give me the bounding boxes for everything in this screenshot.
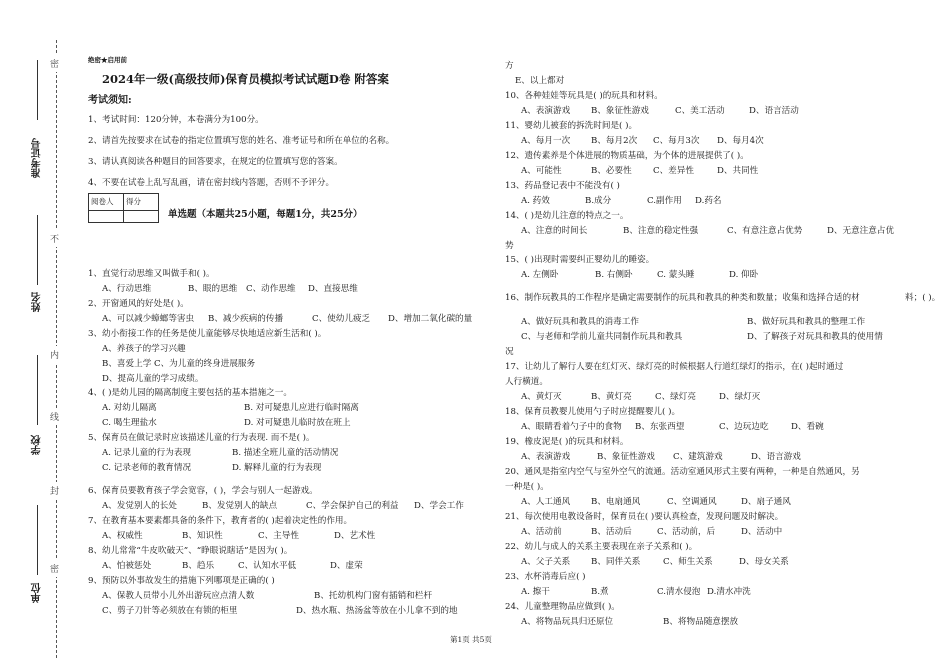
exam-number-field[interactable] [37, 60, 38, 120]
answer-option[interactable]: D. 仰卧 [729, 270, 759, 280]
answer-option[interactable]: D、无意注意占优 [827, 226, 895, 236]
question-text: 9、预防以外事故发生的措施下列哪项是正确的( ) [88, 576, 275, 586]
question-text: 10、各种娃娃等玩具是( )的玩具和材料。 [505, 91, 663, 101]
answer-option[interactable]: A、表演游戏 [521, 106, 571, 116]
question-text: 4、( )是幼儿园的隔离制度主要包括的基本措施之一。 [88, 388, 292, 398]
section-title: 单选题（本题共25小题，每题1分，共25分） [168, 209, 363, 220]
answer-option[interactable]: B、托幼机构门窗有插销和栏杆 [314, 591, 433, 601]
answer-option[interactable]: C. 蒙头睡 [657, 270, 695, 280]
name-label: 姓名 [32, 292, 43, 312]
answer-option[interactable]: A、养孩子的学习兴趣 [102, 344, 186, 354]
seal-mark: 密 [50, 55, 59, 72]
answer-option[interactable]: E、以上都对 [515, 76, 565, 86]
answer-option[interactable]: D、语言游戏 [751, 452, 801, 462]
seal-mark: 密 [50, 560, 59, 577]
unit-field[interactable] [37, 505, 38, 575]
question-text: 7、在教育基本要素都具备的条件下，教育者的( )起着决定性的作用。 [88, 516, 353, 526]
question-text: 19、橡皮泥是( )的玩具和材料。 [505, 437, 629, 447]
answer-option[interactable]: 一种是( )。 [505, 482, 549, 492]
answer-option[interactable]: D、艺术性 [334, 531, 376, 541]
answer-option[interactable]: A、人工通风 [521, 497, 571, 507]
answer-option[interactable]: 料；( )。 [905, 293, 941, 303]
answer-option[interactable]: A. 记录儿童的行为表现 [102, 448, 192, 458]
answer-option[interactable]: B. 描述全班儿童的活动情况 [232, 448, 339, 458]
question-text: 20、通风是指室内空气与室外空气的流通。活动室通风形式主要有两种，一种是自然通风，另 [505, 467, 860, 477]
answer-option[interactable]: C. 喝生理盐水 [102, 418, 157, 428]
question-text: 17、让幼儿了解行人要在红灯灭、绿灯亮的时候根据人行道红绿灯的指示，在( )起时通过 [505, 362, 844, 372]
answer-option[interactable]: C、建筑游戏 [673, 452, 723, 462]
answer-option[interactable]: A、怕被惩处 [102, 561, 152, 571]
answer-option[interactable]: A、活动前 [521, 527, 562, 537]
answer-option[interactable]: B、象征性游戏 [591, 106, 649, 116]
notice-line: 4、不要在试卷上乱写乱画，请在密封线内答题，否则不予评分。 [88, 178, 335, 188]
answer-option[interactable]: A、父子关系 [521, 557, 571, 567]
answer-option[interactable]: A、可以减少蟑螂等害虫 [102, 314, 195, 324]
answer-option[interactable]: B、眼的思维 [188, 284, 238, 294]
answer-option[interactable]: C、空调通风 [667, 497, 717, 507]
answer-option[interactable]: B、电扇通风 [591, 497, 641, 507]
question-text: 11、婴幼儿被套的拆洗时间是( )。 [505, 121, 638, 131]
question-text: 8、幼儿常常“牛皮吹破天”、“睁眼说瞎话”是因为( )。 [88, 546, 293, 556]
answer-option[interactable]: B、黄灯亮 [591, 392, 632, 402]
answer-option[interactable]: C、主导性 [258, 531, 299, 541]
question-text: 5、保育员在做记录时应该描述儿童的行为表现. 而不是( )。 [88, 433, 315, 443]
answer-option[interactable]: D、增加二氧化碳的量 [388, 314, 473, 324]
answer-option[interactable]: D、虚荣 [330, 561, 363, 571]
answer-option[interactable]: C、差异性 [653, 166, 694, 176]
question-text: 15、( )出现时需要纠正婴幼儿的睡姿。 [505, 255, 655, 265]
answer-option[interactable]: B、同伴关系 [591, 557, 641, 567]
answer-option[interactable]: C、剪子刀针等必须放在有锁的柜里 [102, 606, 238, 616]
answer-option[interactable]: 方 [505, 61, 514, 71]
answer-option[interactable]: A、做好玩具和教具的消毒工作 [521, 317, 639, 327]
answer-option[interactable]: B、注意的稳定性强 [623, 226, 699, 236]
exam-number-label: 准考证号 [32, 138, 43, 178]
answer-option[interactable]: D、语言活动 [749, 106, 799, 116]
answer-option[interactable]: B、每月2次 [591, 136, 638, 146]
answer-option[interactable]: B、将物品随意摆放 [663, 617, 739, 627]
answer-option[interactable]: C、认知水平低 [238, 561, 297, 571]
answer-option[interactable]: A、眼睛看着勺子中的食物 [521, 422, 622, 432]
answer-option[interactable]: C、活动前，后 [657, 527, 716, 537]
answer-option[interactable]: C、学会保护自己的利益 [306, 501, 399, 511]
question-text: 23、水杯消毒后应( ) [505, 572, 586, 582]
answer-option[interactable]: D、提高儿童的学习成绩。 [102, 374, 204, 384]
answer-option[interactable]: C、美工活动 [675, 106, 725, 116]
answer-option[interactable]: A、行动思维 [102, 284, 152, 294]
answer-option[interactable]: A. 药效 [521, 196, 550, 206]
question-text: 3、幼小衔接工作的任务是使儿童能够尽快地适应新生活和( )。 [88, 329, 327, 339]
answer-option[interactable]: B、发觉别人的缺点 [202, 501, 278, 511]
question-text: 24、儿童整理物品应做到( )。 [505, 602, 620, 612]
answer-option[interactable]: C、动作思维 [246, 284, 296, 294]
unit-label: 单位 [32, 583, 43, 603]
answer-option[interactable]: D、母女关系 [739, 557, 789, 567]
score-cell[interactable] [124, 210, 159, 222]
question-text: 14、( )是幼儿注意的特点之一。 [505, 211, 629, 221]
answer-option[interactable]: C、边玩边吃 [719, 422, 769, 432]
answer-option[interactable]: D. 对可疑患儿临时放在班上 [244, 418, 351, 428]
answer-option[interactable]: B、做好玩具和教具的整理工作 [747, 317, 866, 327]
answer-option[interactable]: 况 [505, 347, 514, 357]
question-text: 13、药品登记表中不能没有( ) [505, 181, 620, 191]
answer-option[interactable]: C.副作用 [647, 196, 682, 206]
page-footer: 第1页 共5页 [450, 635, 492, 644]
answer-option[interactable]: B、东张西望 [635, 422, 685, 432]
answer-option[interactable]: A、表演游戏 [521, 452, 571, 462]
answer-option[interactable]: A、发觉别人的长处 [102, 501, 177, 511]
answer-option[interactable]: D、每月4次 [717, 136, 764, 146]
answer-option[interactable]: B、知识性 [182, 531, 223, 541]
answer-option[interactable]: 势 [505, 241, 514, 251]
answer-option[interactable]: B.煮 [591, 587, 609, 597]
answer-option[interactable]: D、看碗 [791, 422, 824, 432]
answer-option[interactable]: B、活动后 [591, 527, 632, 537]
answer-option[interactable]: A、可能性 [521, 166, 562, 176]
seal-mark: 线 [50, 408, 59, 425]
question-text: 16、制作玩教具的工作程序是确定需要制作的玩具和教具的种类和数量；收集和选择合适的材 [505, 293, 860, 303]
answer-option[interactable]: D、共同性 [717, 166, 759, 176]
score-table [88, 193, 159, 223]
notice-line: 1、考试时间：120分钟，本卷满分为100分。 [88, 115, 264, 125]
answer-option[interactable]: A、黄灯灭 [521, 392, 562, 402]
page-title: 2024年一级(高级技师)保育员模拟考试试题D卷 附答案 [102, 72, 389, 86]
answer-option[interactable]: D、了解孩子对玩具和教具的使用情 [747, 332, 883, 342]
answer-option[interactable]: C、师生关系 [663, 557, 713, 567]
answer-option[interactable]: C、与老师和学前儿童共同制作玩具和教具 [521, 332, 683, 342]
answer-option[interactable]: 人行横道。 [505, 377, 548, 387]
answer-option[interactable]: A. 擦干 [521, 587, 550, 597]
answer-option[interactable]: C. 记录老师的教育情况 [102, 463, 192, 473]
notice-title: 考试须知: [88, 95, 132, 106]
question-text: 6、保育员要教育孩子学会宽容，( )，学会与别人一起游戏。 [88, 486, 318, 496]
answer-option[interactable]: D、直接思维 [308, 284, 358, 294]
score-header: 得分 [124, 194, 159, 211]
answer-option[interactable]: B、减少疾病的传播 [208, 314, 284, 324]
answer-option[interactable]: A、每月一次 [521, 136, 571, 146]
answer-option[interactable]: D、热水瓶、热汤盆等放在小儿拿不到的地 [296, 606, 458, 616]
answer-option[interactable]: C、每月3次 [653, 136, 700, 146]
seal-mark: 内 [50, 346, 59, 363]
answer-option[interactable]: B.成分 [585, 196, 612, 206]
school-field[interactable] [37, 355, 38, 425]
answer-option[interactable]: B、必要性 [591, 166, 632, 176]
answer-option[interactable]: B. 右侧卧 [595, 270, 633, 280]
seal-mark: 不 [50, 230, 59, 247]
answer-option[interactable]: D.清水冲洗 [707, 587, 751, 597]
answer-option[interactable]: C.清水侵泡 [657, 587, 701, 597]
answer-option[interactable]: D.药名 [695, 196, 722, 206]
answer-option[interactable]: D、扇子通风 [741, 497, 791, 507]
answer-option[interactable]: A、注意的时间长 [521, 226, 588, 236]
question-text: 12、遗传素养是个体进展的物质基础，为个体的进展提供了( )。 [505, 151, 749, 161]
answer-option[interactable]: D、学会工作 [414, 501, 464, 511]
answer-option[interactable]: A、将物品玩具归还原位 [521, 617, 614, 627]
reviewer-cell[interactable] [89, 210, 124, 222]
question-text: 1、直觉行动思维又叫做手和( )。 [88, 269, 215, 279]
question-text: 2、开窗通风的好处是( )。 [88, 299, 189, 309]
binding-margin [0, 0, 75, 671]
seal-mark: 封 [50, 482, 59, 499]
school-label: 学校 [32, 435, 43, 455]
notice-line: 3、请认真阅读各种题目的回答要求，在规定的位置填写您的答案。 [88, 157, 343, 167]
reviewer-header: 阅卷人 [89, 194, 124, 211]
answer-option[interactable]: B、象征性游戏 [597, 452, 655, 462]
answer-option[interactable]: A. 左侧卧 [521, 270, 559, 280]
answer-option[interactable]: A. 对幼儿隔离 [102, 403, 157, 413]
answer-option[interactable]: C、有意注意占优势 [727, 226, 803, 236]
question-text: 18、保育员教婴儿使用勺子时应提醒婴儿( )。 [505, 407, 681, 417]
answer-option[interactable]: B、趋乐 [182, 561, 215, 571]
notice-line: 2、请首先按要求在试卷的指定位置填写您的姓名、准考证号和所在单位的名称。 [88, 136, 395, 146]
secret-mark: 绝密★启用前 [88, 56, 127, 64]
answer-option[interactable]: B. 对可疑患儿应进行临时隔离 [244, 403, 359, 413]
answer-option[interactable]: A、权威性 [102, 531, 143, 541]
answer-option[interactable]: A、保教人员带小儿外出游玩应点清人数 [102, 591, 255, 601]
answer-option[interactable]: D、活动中 [741, 527, 783, 537]
question-text: 22、幼儿与成人的关系主要表现在亲子关系和( )。 [505, 542, 698, 552]
answer-option[interactable]: C、绿灯亮 [655, 392, 696, 402]
answer-option[interactable]: C、使幼儿疲乏 [312, 314, 371, 324]
answer-option[interactable]: D. 解释儿童的行为表现 [232, 463, 322, 473]
name-field[interactable] [37, 215, 38, 285]
answer-option[interactable]: B、喜爱上学 C、为儿童的终身进展服务 [102, 359, 256, 369]
answer-option[interactable]: D、绿灯灭 [719, 392, 761, 402]
question-text: 21、每次使用电教设备时，保育员在( )要认真检查，发现问题及时解决。 [505, 512, 784, 522]
